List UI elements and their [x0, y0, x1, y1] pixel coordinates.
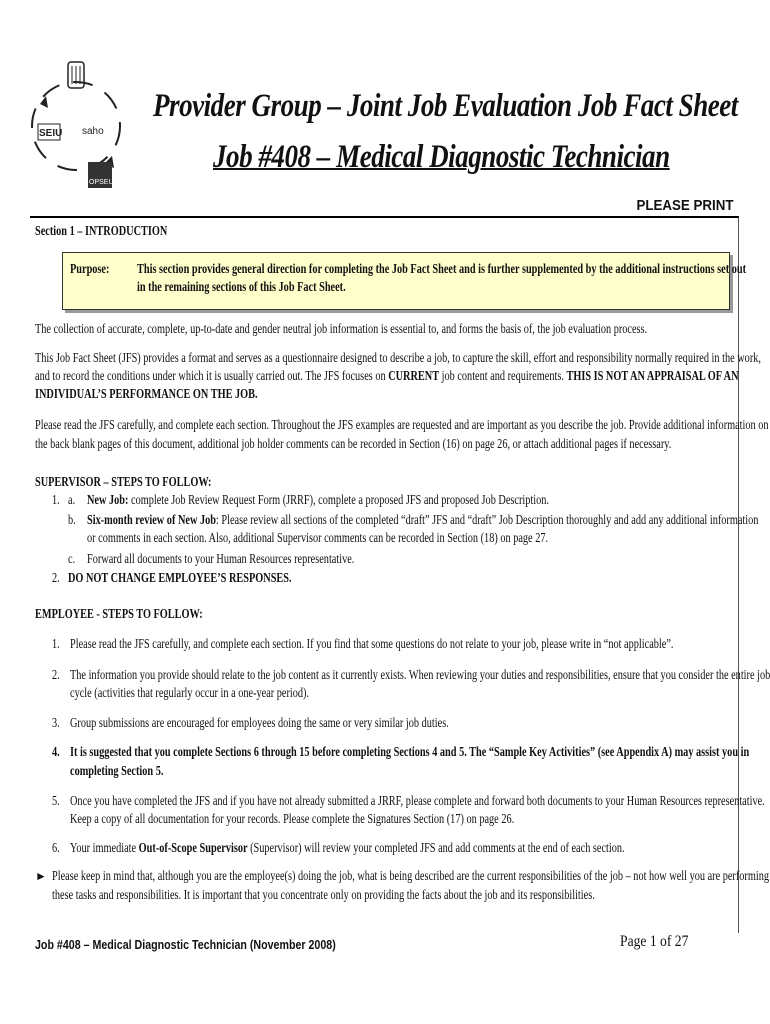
employee-step-3: Group submissions are encouraged for employees doing the same or very similar job duties.: [70, 715, 449, 730]
supervisor-step-a-letter: a.: [68, 492, 76, 507]
section-heading: Section 1 – INTRODUCTION: [35, 223, 168, 238]
employee-step-6: Your immediate Out-of-Scope Supervisor (Supervisor) will review your completed JFS and add comments at the end of each section.: [70, 840, 625, 855]
supervisor-item-number-2: 2.: [52, 570, 60, 585]
employee-step-1-number: 1.: [52, 636, 60, 651]
supervisor-step-b: Six-month review of New Job: Please review all sections of the completed “draft” JFS and “draft” Job Description thoroughly and add any additional information: [87, 512, 759, 527]
employee-heading: EMPLOYEE - STEPS TO FOLLOW:: [35, 606, 203, 621]
employee-step-5-line2: Keep a copy of all documentation for your records. Please complete the Signatures Section (17) on page 26.: [70, 811, 515, 826]
employee-step-2-number: 2.: [52, 667, 60, 682]
supervisor-step-b-letter: b.: [68, 512, 76, 527]
purpose-text-line2: in the remaining sections of this Job Fact Sheet.: [137, 279, 346, 294]
employee-step-4-number: 4.: [52, 744, 60, 759]
footer-document-id: Job #408 – Medical Diagnostic Technician (November 2008): [35, 937, 336, 952]
please-print-note: PLEASE PRINT: [636, 198, 734, 214]
arrow-bullet-icon: ►: [35, 869, 47, 883]
intro-paragraph-2-line2: and to record the conditions under which it is usually carried out. The JFS focuses on CURRENT job content and requirements. THIS IS NOT AN APPRAISAL OF AN: [35, 368, 739, 383]
supervisor-heading: SUPERVISOR – STEPS TO FOLLOW:: [35, 474, 212, 489]
employee-step-5-line1: Once you have completed the JFS and if you have not already submitted a JRRF, please complete and forward both documents to your Human Resources representative.: [70, 793, 765, 808]
seiu-mark: SEIU: [39, 128, 63, 139]
page-number: Page 1 of 27: [620, 933, 689, 950]
intro-paragraph-3-line2: the back blank pages of this document, additional job holder comments can be recorded in Section (16) on page 26, or attach additional pages if necessary.: [35, 436, 672, 451]
purpose-label: Purpose:: [70, 261, 110, 276]
svg-text:OPSEU: OPSEU: [89, 179, 114, 186]
document-title: Provider Group – Joint Job Evaluation Job Fact Sheet: [153, 88, 738, 124]
intro-paragraph-3-line1: Please read the JFS carefully, and complete each section. Throughout the JFS examples are requested and are important as you describe the job. Provide additional information on: [35, 417, 769, 432]
intro-paragraph-2-line3: INDIVIDUAL’S PERFORMANCE ON THE JOB.: [35, 386, 258, 401]
supervisor-step-c-letter: c.: [68, 551, 76, 566]
supervisor-item-number-1: 1.: [52, 492, 60, 507]
employee-step-4-line2: completing Section 5.: [70, 763, 164, 778]
note-line2: these tasks and responsibilities. It is important that you concentrate only on providing the facts about the job and its responsibilities.: [52, 887, 595, 902]
purpose-text-line1: This section provides general direction for completing the Job Fact Sheet and is further supplemented by the additional instructions set out: [137, 261, 747, 276]
employee-step-2-line2: cycle (activities that regularly occur in a one-year period).: [70, 685, 310, 700]
employee-step-2-line1: The information you provide should relate to the job content as it currently exists. When reviewing your duties and responsibilities, ensure that you consider the entire job: [70, 667, 770, 682]
supervisor-step-a: New Job: complete Job Review Request Form (JRRF), complete a proposed JFS and proposed Job Description.: [87, 492, 549, 507]
employee-step-5-number: 5.: [52, 793, 60, 808]
saho-mark: saho: [82, 126, 104, 137]
intro-paragraph-1: The collection of accurate, complete, up-to-date and gender neutral job information is essential to, and forms the basis of, the job evaluation process.: [35, 321, 648, 336]
employee-step-4-line1: It is suggested that you complete Sections 6 through 15 before completing Sections 4 and 5. The “Sample Key Activities” (see Appendix A) may assist you in: [70, 744, 750, 759]
supervisor-item-2: DO NOT CHANGE EMPLOYEE’S RESPONSES.: [68, 570, 292, 585]
supervisor-step-b-line2: or comments in each section. Also, additional Supervisor comments can be recorded in Section (18) on page 27.: [87, 530, 549, 545]
job-title: Job #408 – Medical Diagnostic Technician: [213, 139, 670, 175]
employee-step-3-number: 3.: [52, 715, 60, 730]
employee-step-1: Please read the JFS carefully, and complete each section. If you find that some questions do not relate to your job, please write in “not applicable”.: [70, 636, 674, 651]
employee-step-6-number: 6.: [52, 840, 60, 855]
supervisor-step-c: Forward all documents to your Human Resources representative.: [87, 551, 355, 566]
intro-paragraph-2-line1: This Job Fact Sheet (JFS) provides a format and serves as a questionnaire designed to describe a job, to capture the skill, effort and responsibility normally required in the work,: [35, 350, 761, 365]
joint-logo-icon: [28, 58, 124, 198]
note-line1: Please keep in mind that, although you are the employee(s) doing the job, what is being described are the current responsibilities of the job – not how well you are performing: [52, 868, 769, 883]
joint-logo-cluster: [28, 58, 124, 198]
